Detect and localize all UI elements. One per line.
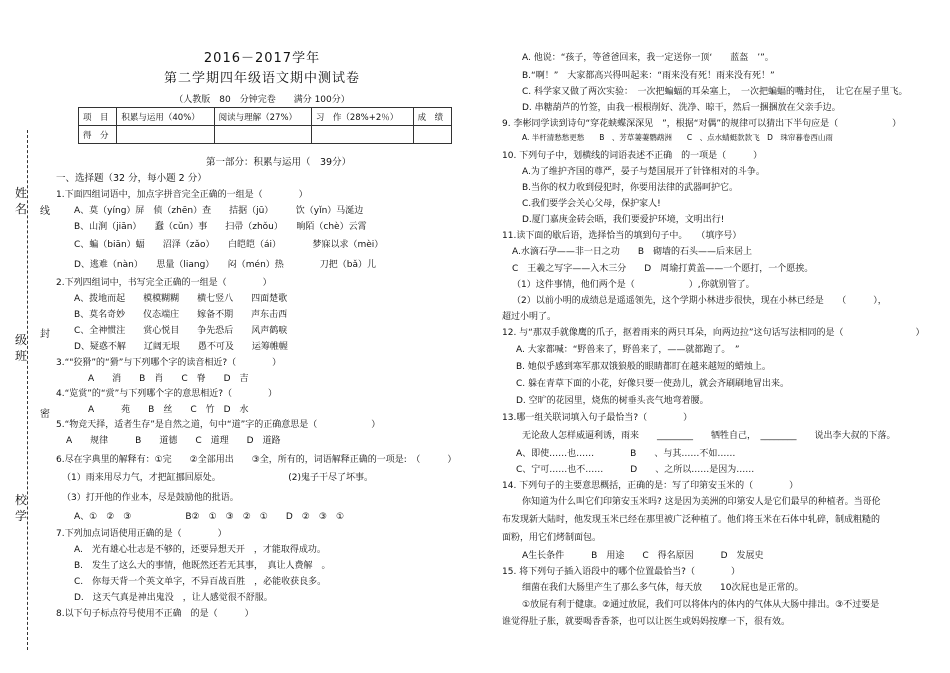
passage-line: 谁觉得肚子胀，就要喝香香茶，也可以让医生或妈妈按摩一下，很有效。 [502, 617, 791, 627]
seal-word-line: 线 [40, 202, 54, 217]
option-line: D. 这天气真是神出鬼没 ，让人感觉很不舒服。 [74, 593, 273, 603]
question-group-heading: 一、选择题（32 分，每小题 2 分） [56, 173, 207, 184]
option-line: A 规律 B 道德 C 道理 D 道路 [66, 436, 281, 446]
option-line: B. 她似乎感到寒军那双饿狼般的眼睛都盯在越来越短的蜡烛上。 [516, 362, 771, 372]
option-line: D. 空旷的花园里，烧焦的树垂头丧气地弯着腰。 [516, 396, 709, 406]
option-line: A、莫（yíng）屏 侦（zhēn）查 拮据（jū） 饮（yǐn）马涎边 [74, 206, 364, 216]
question-line: 6.尽在字典里的解释有：①完 ②全部用出 ③全，所有的，词语解释正确的一项是: （ ） [56, 455, 457, 465]
score-cell: 成 绩 [413, 108, 451, 126]
score-cell: 得 分 [79, 126, 117, 144]
option-line: A.水滴石孕——非一日之功 B 砌墙的石头——后来居上 [512, 247, 753, 257]
option-line: D. 串糖葫芦的竹签，由我一根根削好、洗净、晾干，然后一捆捆放在父亲手边。 [522, 103, 841, 113]
option-line: C. 科学家又做了两次实验： 一次把蝙蝠的耳朵塞上， 一次把蝙蝠的嘴封住， 让它在屋子里飞。 [522, 87, 908, 97]
option-line: B. 发生了这么大的事情，他既然还若无其事， 真让人费解 。 [74, 561, 331, 571]
question-line: 7.下列加点词语使用正确的是（ ） [56, 529, 227, 539]
option-line: A. 光有雄心壮志是不够的，还要异想天开 ，才能取得成功。 [74, 545, 326, 555]
seal-word-seal: 封 [40, 325, 54, 340]
passage-line: 面粉，用它们烤制面包。 [502, 533, 602, 543]
option-line: B、山涧（jiān） 蠢（cǔn）事 扫帚（zhǒu） 晌陌（chè）云霄 [74, 222, 367, 232]
seal-word-secret: 密 [40, 405, 54, 420]
option-line: A 苑 B 丝 C 竹 D 水 [88, 405, 249, 415]
option-line: C.我们要学会关心父母，保护家人! [522, 199, 661, 209]
option-line: C、宁可……也不…… D 、之所以……是因为…… [516, 465, 755, 475]
option-line: C 王羲之写字——入木三分 D 周瑜打黄盖——一个愿打，一个愿挨。 [512, 264, 814, 274]
score-cell: 项 目 [79, 108, 117, 126]
score-cell: 习 作（28%+2％） [311, 108, 413, 126]
sub-question-line: （3）打开他的作业本，尽是鼓励他的批语。 [62, 493, 239, 503]
option-line: A. 大家都喊：“野兽来了，野兽来了，——就都跑了。 ” [516, 345, 740, 355]
option-line: C. 你每天背一个英文单字，不异百战百胜 ，必能收获良多。 [74, 577, 327, 587]
question-line: 13.哪一组关联词填入句子最恰当?（ ） [502, 413, 693, 423]
option-line: B、莫名奇妙 仪态端庄 嫁备不期 声东击西 [74, 310, 288, 320]
score-input-cell[interactable] [117, 126, 214, 144]
score-table-header-row [79, 108, 452, 126]
passage-line: 你知道为什么叫它们印第安玉米吗? 这是因为美洲的印第安人是它们最早的种植者。当哥伦 [522, 497, 881, 507]
option-line: A. 他说：“孩子，等爸爸回来，我一定送你一顶‘ 蓝盔 ’”。 [522, 53, 774, 63]
option-line: B.“啊！” 大家都高兴得叫起来：“雨来没有死！雨来没有死！” [522, 71, 775, 81]
question-line: 14. 下列句子的主要意思概括，正确的是：写了印第安玉米的（ ） [502, 481, 799, 491]
option-line: D.厦门嘉庚金砖会晤，我们要爱护环境，文明出行! [522, 215, 725, 225]
sub-question-line: 超过小明了。 [502, 312, 557, 322]
sub-question-line: （2）以前小明的成绩总是遥遥领先，这个学期小林进步很快，现在小林已经是 （ ）， [512, 296, 887, 306]
class-label: 级班 [14, 333, 27, 363]
option-line: A、拨地而起 模模糊糊 横七竖八 四面楚歌 [74, 294, 288, 304]
option-line: C. 躲在青草下面的小花，好像只要一使劲儿，就会齐刷刷地冒出来。 [516, 379, 790, 389]
name-label: 姓名 [14, 186, 27, 216]
section-heading: 第一部分：积累与运用（ 39分） [206, 157, 352, 168]
score-cell: 阅读与理解（27%） [214, 108, 311, 126]
option-line: A、① ② ③ B② ① ③ ② ① D ② ③ ① [74, 512, 345, 522]
option-line: D、逃难（nàn） 思量（liang） 闷（mén）热 刀把（bǎ）儿 [74, 260, 377, 270]
option-line: A.为了维护齐国的尊严，晏子与楚国展开了针锋相对的斗争。 [522, 167, 765, 177]
question-line: 11.读下面的歇后语，选择恰当的填到句子中。 （填序号） [502, 231, 742, 241]
question-line: 1.下面四组词语中，加点字拼音完全正确的一组是（ ） [56, 190, 308, 200]
option-line: A生长条件 B 用途 C 得名原因 D 发展史 [522, 551, 764, 561]
question-line: 12. 与“那双手就像鹰的爪子，抠着雨来的两只耳朵，向两边拉”这句话写法相同的是（ ） [502, 328, 925, 338]
option-line: B.当你的权力收到侵犯时，你要用法律的武器呵护它。 [522, 183, 739, 193]
score-cell: 积累与运用（40%） [117, 108, 214, 126]
score-input-cell[interactable] [214, 126, 311, 144]
option-line: A、即使……也…… B 、与其……不如…… [516, 449, 736, 459]
option-line: C、全神惯注 赏心悦目 争先恐后 风声鹤唳 [74, 326, 288, 336]
binding-margin [0, 60, 54, 660]
passage-line: 布发现新大陆时，他发现玉米已经在那里被广泛种植了。他们将玉米在石体中轧碎，制成粗糙的 [502, 515, 881, 525]
sub-question-line: （1）这件事情，他们两个是（ ）,你就别管了。 [512, 280, 755, 290]
exam-title: 第二学期四年级语文期中测试卷 [163, 71, 360, 86]
option-line: A. 半杆清愁愁更愁 B 、芳草萋萋鹦鹉洲 C 、点水蜻蜓款款飞 D 珠帘暮卷西山雨 [522, 133, 833, 142]
option-line: C、蝙（biān）蝠 沼泽（zǎo） 白皑皑（ái） 梦寐以求（mèi） [74, 240, 384, 250]
question-line: 2.下列四组词中，书写完全正确的一组是（ ） [56, 278, 272, 288]
question-line: 10. 下列句子中，划横线的词语表述不正确 的一项是（ ） [502, 151, 763, 161]
school-label: 校学 [14, 493, 27, 523]
sub-question-line: （1）雨来用尽力气，才把缸挪回原处。 (2)鬼子干尽了坏事。 [62, 473, 373, 483]
question-line: 9. 李彬同学读到诗句“穿花蛱蝶深深见 ”，根据“对偶”的规律可以猜出下半句应是（ ） [502, 119, 902, 129]
sentence-line: 细菌在我们大肠里产生了那么多气体，每天放 10次屁也是正常的。 [522, 583, 804, 593]
question-line: 8.以下句子标点符号使用不正确 的是（ ） [56, 609, 254, 619]
passage-line: ①放屁有利于健康。②通过放屁，我们可以将体内的体内的气体从大肠中排出。③不过要是 [522, 600, 880, 610]
option-line: A 消 B 肖 C 脊 D 吉 [88, 374, 249, 384]
question-line: 5.“物竞天择，适者生存”是自然之道，句中“道”字的正确意思是（ ） [56, 420, 381, 430]
exam-subtitle: （人教版 80 分钟完卷 满分 100分） [174, 95, 350, 105]
exam-year: 2016－2017学年 [203, 51, 321, 66]
question-line: 3.“"狡猾”的“猾”与下列哪个字的读音相近?（ ） [56, 358, 282, 368]
score-table-score-row [79, 126, 452, 144]
question-line: 4.“览赏”的“赏”与下列哪个字的意思相近?（ ） [56, 389, 278, 399]
score-input-cell[interactable] [311, 126, 413, 144]
score-table [78, 107, 452, 144]
sentence-line: 无论敌人怎样威逼利诱，雨来 ________ 牺牲自己， ________ 说出李大叔的下落。 [522, 431, 896, 441]
option-line: D、疑惑不解 辽阔无垠 愚不可及 运筹帷幄 [74, 342, 288, 352]
question-line: 15. 将下列句子插入语段中的哪个位置最恰当?（ ） [502, 567, 740, 577]
score-input-cell[interactable] [413, 126, 451, 144]
